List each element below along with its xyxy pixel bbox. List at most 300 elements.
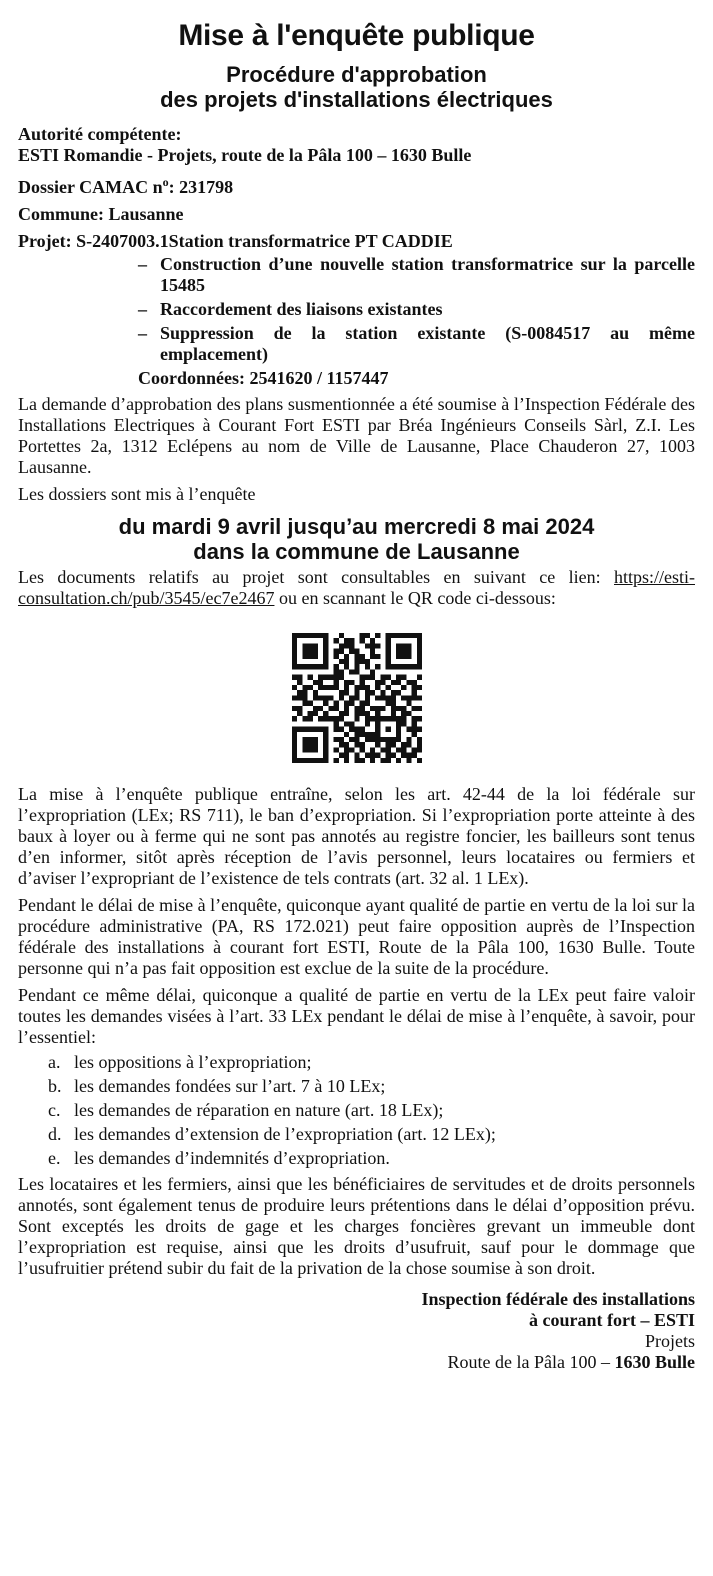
- qr-module: [396, 758, 401, 763]
- qr-module: [307, 747, 312, 752]
- qr-module: [292, 737, 297, 742]
- qr-module: [318, 758, 323, 763]
- qr-module: [401, 742, 406, 747]
- enquiry-dates-line-1: du mardi 9 avril jusqu’au mercredi 8 mai 2024: [118, 514, 595, 539]
- qr-module: [344, 721, 349, 726]
- qr-module: [354, 654, 359, 659]
- qr-module: [307, 685, 312, 690]
- qr-module: [354, 669, 359, 674]
- qr-module: [307, 633, 312, 638]
- qr-module: [370, 753, 375, 758]
- qr-module: [359, 633, 364, 638]
- qr-module: [380, 706, 385, 711]
- qr-module: [302, 701, 307, 706]
- qr-module: [380, 747, 385, 752]
- qr-module: [307, 742, 312, 747]
- qr-module: [375, 753, 380, 758]
- claim-item: [48, 1148, 695, 1169]
- qr-module: [292, 675, 297, 680]
- qr-module: [416, 633, 421, 638]
- qr-module: [406, 711, 411, 716]
- qr-module: [333, 737, 338, 742]
- qr-module: [349, 721, 354, 726]
- qr-module: [385, 742, 390, 747]
- qr-module: [396, 675, 401, 680]
- qr-module: [359, 659, 364, 664]
- paragraph-expropriation: La mise à l’enquête publique entraîne, selon les art. 42-44 de la loi fédérale sur l’expropriation (LEx; RS 711), le ban d’expropriation. Si l’expropriation porte atteinte à des baux à loyer ou à ferme qui ne sont pas annotés au registre foncier, les bailleurs sont tenus d’en informer, sitôt après réception de l’avis personnel, leurs locataires ou fermiers et d’aviser l’expropriant de l’existence de tels contrats (art. 32 al. 1 LEx).: [18, 784, 695, 888]
- qr-module: [328, 716, 333, 721]
- qr-module: [318, 633, 323, 638]
- qr-module: [406, 649, 411, 654]
- signature-line-4: [18, 1352, 695, 1373]
- claim-text: les demandes d’extension de l’expropriation (art. 12 LEx);: [74, 1124, 496, 1144]
- qr-module: [364, 695, 369, 700]
- qr-module: [416, 742, 421, 747]
- qr-module: [292, 638, 297, 643]
- dash-marker: –: [138, 323, 147, 343]
- qr-module: [354, 659, 359, 664]
- qr-module: [406, 664, 411, 669]
- qr-module: [323, 747, 328, 752]
- qr-module: [302, 664, 307, 669]
- qr-module: [338, 742, 343, 747]
- project-item: [138, 254, 695, 296]
- qr-module: [411, 716, 416, 721]
- signature-line-3: Projets: [644, 1331, 695, 1351]
- qr-module: [359, 747, 364, 752]
- qr-module: [396, 633, 401, 638]
- qr-module: [390, 701, 395, 706]
- qr-module: [333, 669, 338, 674]
- qr-module: [416, 675, 421, 680]
- claim-item: [48, 1076, 695, 1097]
- qr-module: [359, 727, 364, 732]
- project-item: [138, 323, 695, 365]
- qr-module: [375, 742, 380, 747]
- qr-module: [312, 706, 317, 711]
- qr-module: [338, 659, 343, 664]
- qr-module: [416, 664, 421, 669]
- qr-module: [307, 727, 312, 732]
- qr-module: [328, 685, 333, 690]
- qr-module: [406, 654, 411, 659]
- qr-module: [338, 716, 343, 721]
- qr-module: [318, 727, 323, 732]
- qr-module: [390, 664, 395, 669]
- qr-module: [411, 753, 416, 758]
- qr-module: [349, 638, 354, 643]
- subtitle: [18, 62, 695, 112]
- qr-module: [333, 706, 338, 711]
- qr-module: [292, 727, 297, 732]
- qr-module: [333, 638, 338, 643]
- qr-module: [401, 675, 406, 680]
- qr-module: [333, 727, 338, 732]
- qr-module: [364, 643, 369, 648]
- qr-module: [375, 732, 380, 737]
- qr-module: [307, 675, 312, 680]
- qr-code-graphic: [292, 633, 422, 763]
- qr-module: [401, 654, 406, 659]
- qr-module: [312, 633, 317, 638]
- qr-module: [380, 675, 385, 680]
- qr-module: [390, 690, 395, 695]
- qr-module: [359, 732, 364, 737]
- qr-module: [349, 669, 354, 674]
- qr-module: [396, 747, 401, 752]
- qr-module: [406, 727, 411, 732]
- qr-module: [344, 664, 349, 669]
- qr-module: [396, 737, 401, 742]
- qr-module: [338, 633, 343, 638]
- qr-module: [344, 742, 349, 747]
- qr-module: [297, 690, 302, 695]
- paragraph-claims-intro: Pendant ce même délai, quiconque a qualité de partie en vertu de la LEx peut faire valoir toutes les demandes visées à l’art. 33 LEx pendant le délai de mise à l’enquête, à savoir, pour l’essentiel:: [18, 985, 695, 1047]
- qr-module: [390, 706, 395, 711]
- qr-module: [416, 659, 421, 664]
- qr-module: [370, 654, 375, 659]
- qr-module: [370, 638, 375, 643]
- qr-module: [385, 633, 390, 638]
- qr-module: [302, 742, 307, 747]
- dossier-label: Dossier CAMAC n: [18, 177, 163, 197]
- qr-module: [406, 701, 411, 706]
- qr-module: [396, 727, 401, 732]
- qr-module: [323, 753, 328, 758]
- qr-module: [349, 701, 354, 706]
- qr-module: [396, 732, 401, 737]
- qr-module: [349, 649, 354, 654]
- qr-module: [359, 638, 364, 643]
- qr-module: [302, 737, 307, 742]
- qr-module: [370, 706, 375, 711]
- qr-module: [292, 747, 297, 752]
- qr-module: [292, 649, 297, 654]
- claim-text: les demandes d’indemnités d’expropriation.: [74, 1148, 390, 1168]
- qr-module: [328, 706, 333, 711]
- qr-module: [354, 649, 359, 654]
- qr-module: [323, 638, 328, 643]
- qr-module: [396, 680, 401, 685]
- qr-module: [323, 664, 328, 669]
- qr-module: [359, 680, 364, 685]
- consult-text: Les documents relatifs au projet sont consultables en suivant ce lien:: [18, 567, 614, 587]
- qr-module: [375, 737, 380, 742]
- qr-module: [302, 727, 307, 732]
- signature-line-1: Inspection fédérale des installations: [421, 1289, 695, 1309]
- qr-module: [385, 638, 390, 643]
- qr-module: [333, 654, 338, 659]
- dossiers-line: Les dossiers sont mis à l’enquête: [18, 484, 256, 504]
- qr-module: [411, 690, 416, 695]
- qr-module: [344, 753, 349, 758]
- qr-module: [312, 690, 317, 695]
- qr-module: [302, 747, 307, 752]
- qr-module: [323, 711, 328, 716]
- qr-module: [307, 649, 312, 654]
- qr-module: [375, 633, 380, 638]
- qr-module: [354, 685, 359, 690]
- qr-module: [333, 680, 338, 685]
- consult-text-end: ou en scannant le QR code ci-dessous:: [274, 588, 556, 608]
- qr-module: [411, 695, 416, 700]
- qr-module: [292, 685, 297, 690]
- qr-module: [406, 737, 411, 742]
- claim-item: [48, 1052, 695, 1073]
- qr-module: [375, 727, 380, 732]
- qr-module: [307, 654, 312, 659]
- claim-letter: d.: [48, 1124, 62, 1144]
- coordinates: Coordonnées: 2541620 / 1157447: [138, 368, 389, 388]
- qr-module: [359, 685, 364, 690]
- qr-module: [416, 695, 421, 700]
- qr-module: [380, 716, 385, 721]
- qr-module: [385, 659, 390, 664]
- qr-module: [375, 711, 380, 716]
- qr-module: [302, 695, 307, 700]
- qr-module: [354, 727, 359, 732]
- qr-module: [396, 706, 401, 711]
- qr-module: [406, 742, 411, 747]
- qr-module: [302, 633, 307, 638]
- qr-module: [390, 742, 395, 747]
- qr-module: [385, 643, 390, 648]
- qr-module: [338, 690, 343, 695]
- claim-text: les demandes fondées sur l’art. 7 à 10 LEx;: [74, 1076, 386, 1096]
- qr-module: [364, 690, 369, 695]
- qr-module: [323, 758, 328, 763]
- qr-module: [359, 758, 364, 763]
- qr-module: [354, 695, 359, 700]
- qr-module: [323, 732, 328, 737]
- qr-module: [333, 747, 338, 752]
- consultation-link[interactable]: https://esti-consultation.ch/pub/3545/ec7e2467: [18, 567, 695, 608]
- qr-module: [292, 633, 297, 638]
- qr-module: [328, 675, 333, 680]
- qr-module: [359, 675, 364, 680]
- qr-module: [416, 727, 421, 732]
- signature-city: 1630 Bulle: [614, 1352, 695, 1372]
- claim-letter: a.: [48, 1052, 61, 1072]
- qr-module: [396, 721, 401, 726]
- qr-module: [364, 716, 369, 721]
- qr-module: [323, 649, 328, 654]
- qr-module: [401, 633, 406, 638]
- qr-module: [312, 758, 317, 763]
- qr-module: [406, 758, 411, 763]
- qr-module: [312, 680, 317, 685]
- qr-module: [344, 747, 349, 752]
- qr-module: [416, 685, 421, 690]
- qr-module: [375, 685, 380, 690]
- qr-module: [333, 649, 338, 654]
- qr-module: [312, 727, 317, 732]
- authority-name: ESTI Romandie - Projets, route de la Pâla 100 – 1630 Bulle: [18, 145, 472, 165]
- qr-module: [385, 664, 390, 669]
- qr-module: [318, 695, 323, 700]
- qr-module: [401, 643, 406, 648]
- project-items: [18, 254, 695, 365]
- claim-item: [48, 1100, 695, 1121]
- qr-module: [411, 721, 416, 726]
- project-line: Projet: S-2407003.1Station transformatrice PT CADDIE: [18, 231, 453, 251]
- qr-module: [323, 675, 328, 680]
- project-meta: [18, 124, 695, 252]
- qr-module: [323, 742, 328, 747]
- qr-module: [401, 685, 406, 690]
- qr-module: [411, 685, 416, 690]
- qr-module: [292, 753, 297, 758]
- qr-module: [354, 742, 359, 747]
- claim-item: [48, 1124, 695, 1145]
- qr-module: [349, 737, 354, 742]
- qr-module: [385, 701, 390, 706]
- qr-module: [375, 643, 380, 648]
- qr-module: [312, 649, 317, 654]
- qr-module: [380, 695, 385, 700]
- claim-letter: b.: [48, 1076, 62, 1096]
- qr-module: [370, 643, 375, 648]
- qr-module: [307, 737, 312, 742]
- qr-module: [416, 649, 421, 654]
- qr-module: [364, 711, 369, 716]
- qr-module: [312, 742, 317, 747]
- qr-module: [338, 669, 343, 674]
- qr-module: [297, 633, 302, 638]
- intro-paragraph: La demande d’approbation des plans susmentionnée a été soumise à l’Inspection Fédérale des Installations Electriques à Courant Fort ESTI par Bréa Ingénieurs Conseils Sàrl, Z.I. Les Portettes 2a, 1312 Eclépens au nom de Ville de Lausanne, Place Chauderon 27, 1003 Lausanne.: [18, 394, 695, 477]
- qr-module: [411, 732, 416, 737]
- qr-module: [307, 701, 312, 706]
- qr-module: [307, 664, 312, 669]
- qr-module: [302, 690, 307, 695]
- qr-module: [323, 701, 328, 706]
- qr-module: [364, 721, 369, 726]
- qr-module: [318, 706, 323, 711]
- qr-module: [390, 716, 395, 721]
- qr-module: [318, 680, 323, 685]
- claim-letter: c.: [48, 1100, 61, 1120]
- qr-module: [338, 711, 343, 716]
- qr-module: [354, 737, 359, 742]
- qr-module: [338, 695, 343, 700]
- qr-module: [318, 664, 323, 669]
- qr-module: [338, 727, 343, 732]
- qr-module: [354, 758, 359, 763]
- qr-module: [401, 695, 406, 700]
- qr-module: [297, 664, 302, 669]
- qr-module: [323, 685, 328, 690]
- qr-module: [385, 727, 390, 732]
- qr-module: [406, 643, 411, 648]
- qr-module: [375, 695, 380, 700]
- qr-module: [349, 680, 354, 685]
- qr-module: [307, 711, 312, 716]
- qr-module: [416, 638, 421, 643]
- qr-module: [344, 680, 349, 685]
- qr-module: [297, 758, 302, 763]
- qr-module: [292, 654, 297, 659]
- qr-module: [359, 742, 364, 747]
- qr-module: [416, 706, 421, 711]
- qr-module: [364, 664, 369, 669]
- commune-line: Commune: Lausanne: [18, 204, 184, 224]
- qr-module: [338, 753, 343, 758]
- qr-module: [344, 659, 349, 664]
- qr-module: [349, 695, 354, 700]
- qr-module: [364, 659, 369, 664]
- qr-module: [297, 695, 302, 700]
- qr-module: [307, 643, 312, 648]
- qr-module: [416, 758, 421, 763]
- qr-module: [354, 706, 359, 711]
- qr-module: [416, 747, 421, 752]
- project-item-text: Construction d’une nouvelle station transformatrice sur la parcelle 15485: [160, 254, 695, 295]
- page-title: Mise à l'enquête publique: [178, 19, 535, 52]
- qr-module: [359, 706, 364, 711]
- qr-module: [416, 737, 421, 742]
- qr-module: [406, 753, 411, 758]
- qr-module: [370, 732, 375, 737]
- qr-module: [297, 711, 302, 716]
- qr-module: [390, 737, 395, 742]
- qr-module: [318, 685, 323, 690]
- signature-line-2: à courant fort – ESTI: [529, 1310, 695, 1330]
- qr-module: [370, 758, 375, 763]
- qr-module: [302, 643, 307, 648]
- qr-module: [406, 633, 411, 638]
- paragraph-opposition: Pendant le délai de mise à l’enquête, quiconque ayant qualité de partie en vertu de la loi sur la procédure administrative (PA, RS 172.021) peut faire opposition auprès de l’Inspection fédérale des installations à courant fort ESTI, Route de la Pâla 100, 1630 Bulle. Toute personne qui n’a pas fait opposition est exclue de la suite de la procédure.: [18, 895, 695, 978]
- qr-module: [344, 758, 349, 763]
- dossier-label-post: :: [168, 177, 180, 197]
- qr-module: [359, 654, 364, 659]
- qr-module: [292, 742, 297, 747]
- qr-module: [380, 690, 385, 695]
- qr-module: [396, 654, 401, 659]
- qr-module: [302, 654, 307, 659]
- qr-module: [344, 643, 349, 648]
- enquiry-dates: [18, 514, 695, 564]
- qr-module: [292, 643, 297, 648]
- qr-module: [333, 664, 338, 669]
- qr-code-icon[interactable]: [292, 633, 422, 763]
- qr-module: [390, 633, 395, 638]
- qr-module: [370, 675, 375, 680]
- qr-module: [364, 753, 369, 758]
- qr-module: [323, 695, 328, 700]
- dossier-line: [18, 172, 695, 198]
- signature-block: [18, 1289, 695, 1373]
- qr-module: [354, 664, 359, 669]
- qr-module: [297, 680, 302, 685]
- qr-module: [297, 675, 302, 680]
- dossier-label-sup: o: [162, 175, 169, 189]
- qr-module: [396, 643, 401, 648]
- qr-module: [380, 680, 385, 685]
- qr-module: [401, 747, 406, 752]
- qr-module: [375, 716, 380, 721]
- qr-module: [390, 695, 395, 700]
- qr-module: [390, 711, 395, 716]
- qr-module: [385, 685, 390, 690]
- qr-module: [401, 649, 406, 654]
- qr-module: [333, 716, 338, 721]
- qr-module: [370, 716, 375, 721]
- qr-module: [292, 664, 297, 669]
- qr-module: [401, 711, 406, 716]
- qr-module: [406, 695, 411, 700]
- qr-module: [411, 633, 416, 638]
- claim-text: les oppositions à l’expropriation;: [74, 1052, 312, 1072]
